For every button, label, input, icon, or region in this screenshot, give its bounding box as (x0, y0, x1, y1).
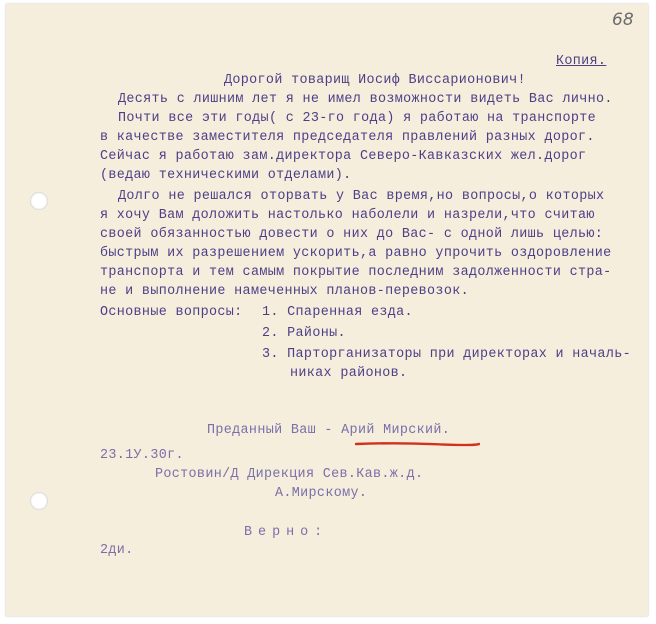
body-line: своей обязанностью довести о них до Вас- с одной лишь целью: (100, 227, 604, 242)
verified-mark: Верно: (244, 525, 329, 540)
folio-number: 68 (612, 10, 634, 30)
address-recipient: А.Мирскому. (275, 486, 368, 501)
punch-hole (30, 492, 48, 510)
question-item: 1. Спаренная езда. (262, 305, 413, 320)
date: 23.1У.30г. (100, 448, 184, 463)
question-item: 2. Районы. (262, 326, 346, 341)
body-line: (ведаю техническими отделами). (100, 168, 352, 183)
punch-hole (30, 192, 48, 210)
body-line: Почти все эти годы( с 23-го года) я работаю на транспорте (118, 111, 596, 126)
address-line: Ростовин/Д Дирекция Сев.Кав.ж.д. (155, 467, 424, 482)
body-line: Долго не решался оторвать у Вас время,но вопросы,о которых (118, 189, 605, 204)
body-line: Сейчас я работаю зам.директора Северо-Кавказских жел.дорог (100, 149, 587, 164)
closing-signature: Преданный Ваш - Арий Мирский. (207, 423, 451, 438)
body-line: Десять с лишним лет я не имел возможности видеть Вас лично. (118, 92, 613, 107)
body-line: я хочу Вам доложить настолько наболели и назрели,что считаю (100, 208, 595, 223)
signature-underline (355, 441, 480, 447)
question-item: 3. Парторганизаторы при директорах и началь- (262, 347, 631, 362)
salutation: Дорогой товарищ Иосиф Виссарионович! (224, 73, 526, 88)
copy-mark: Копия. (556, 54, 607, 69)
body-line: в качестве заместителя председателя правлений разных дорог. (100, 130, 595, 145)
body-line: транспорта и тем самым покрытие последним задолженности стра- (100, 265, 612, 280)
typist-initials: 2ди. (100, 543, 134, 558)
question-item-continuation: никах районов. (290, 366, 408, 381)
questions-label: Основные вопросы: (100, 305, 243, 320)
body-line: не и выполнение намеченных планов-перевозок. (100, 284, 469, 299)
body-line: быстрым их разрешением ускорить,а равно упрочить оздоровление (100, 246, 612, 261)
